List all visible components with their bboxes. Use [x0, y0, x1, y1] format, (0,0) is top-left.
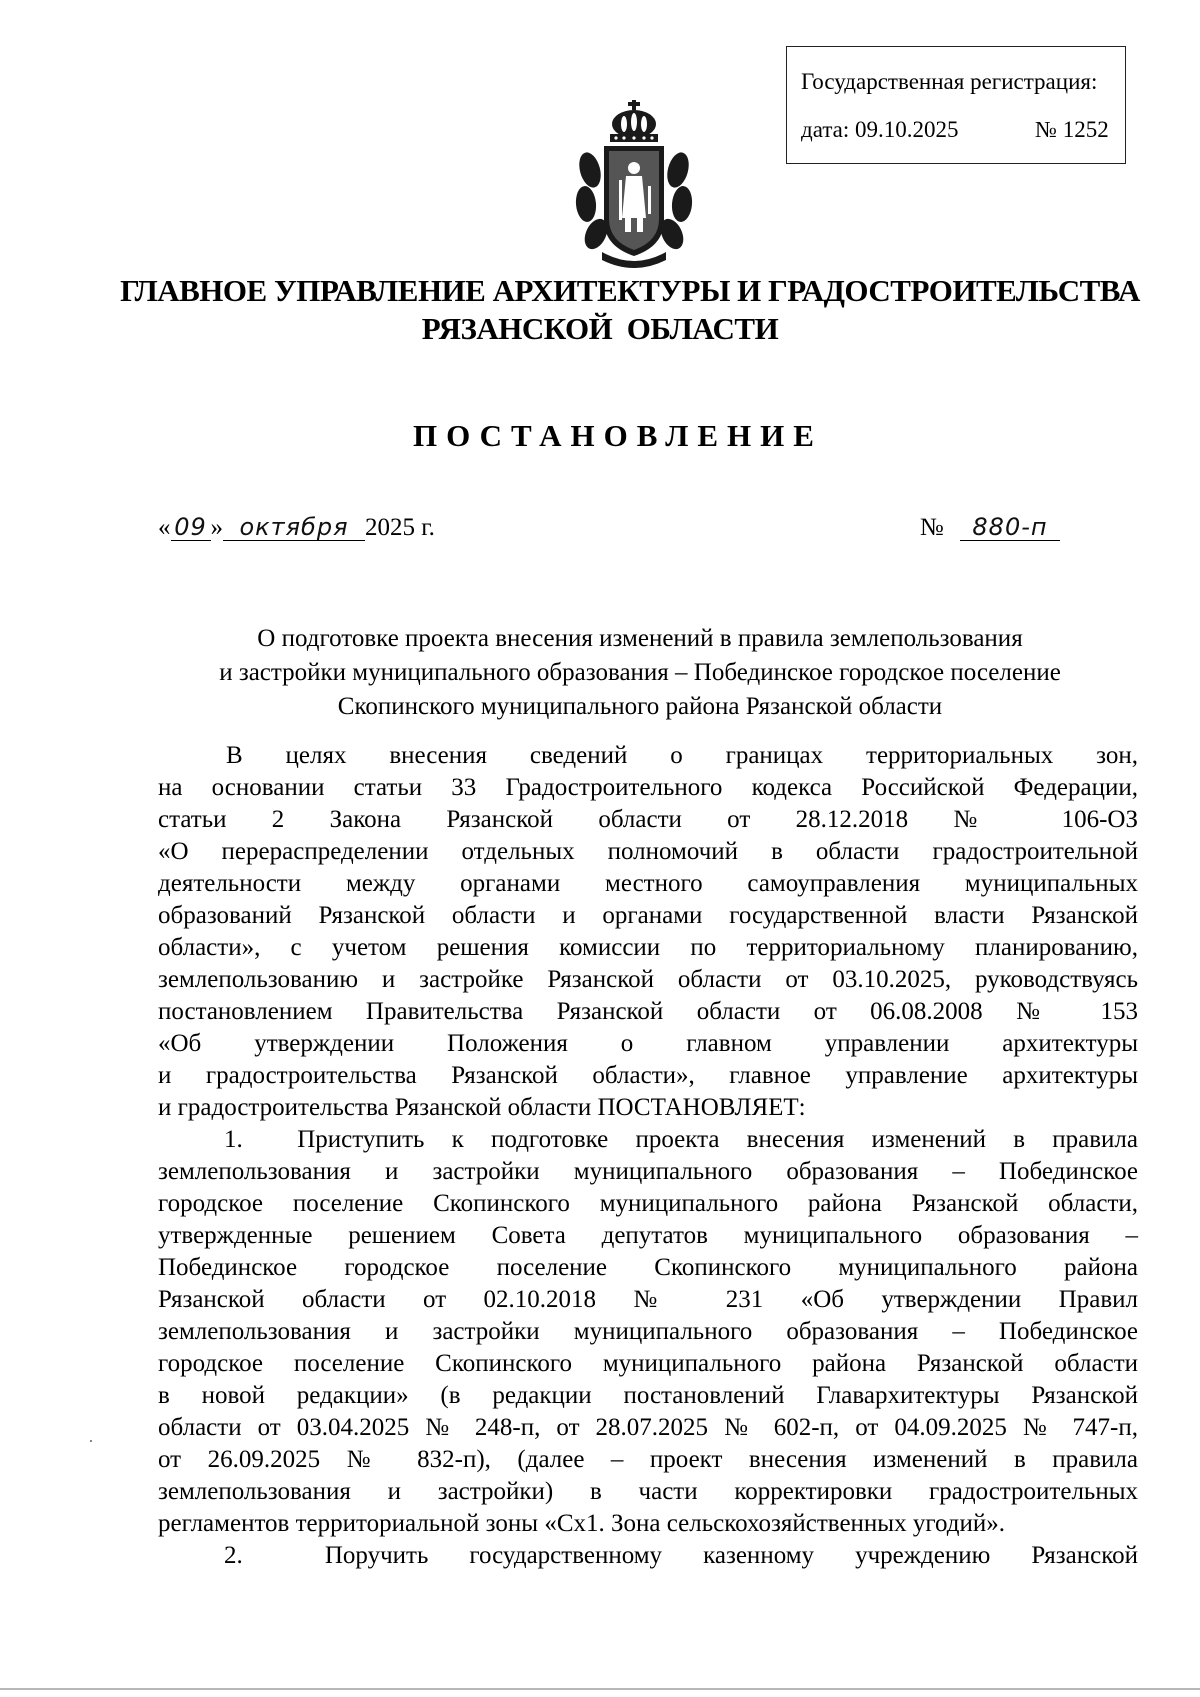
item-1-line: в новой редакции» (в редакции постановлений Главархитектуры Рязанской: [158, 1382, 1138, 1409]
open-quote: «: [158, 514, 171, 541]
item-1-line: городское поселение Скопинского муниципального района Рязанской области: [158, 1350, 1138, 1377]
handwritten-number: 880-п: [960, 514, 1060, 541]
handwritten-month: октября: [223, 514, 365, 541]
item-1-line: от 26.09.2025 № 832-п), (далее – проект внесения изменений в правила: [158, 1446, 1138, 1473]
organization-name: [0, 272, 1200, 348]
body-line: образований Рязанской области и органами государственной власти Рязанской: [158, 902, 1138, 929]
body-line: области», с учетом решения комиссии по территориальному планированию,: [158, 934, 1138, 961]
item-1-line: области от 03.04.2025 № 248-п, от 28.07.2025 № 602-п, от 04.09.2025 № 747-п,: [158, 1414, 1138, 1441]
item-2-line: 2. Поручить государственному казенному учреждению Рязанской: [224, 1542, 1138, 1569]
item-1-line: регламентов территориальной зоны «Сх1. Зона сельскохозяйственных угодий».: [158, 1510, 1005, 1537]
item-1-line: землепользования и застройки муниципального образования – Побединское: [158, 1158, 1138, 1185]
registration-title: Государственная регистрация:: [801, 69, 1098, 94]
resolution-number: [920, 514, 1060, 542]
body-line: постановлением Правительства Рязанской области от 06.08.2008 № 153: [158, 998, 1138, 1025]
item-1-line: Рязанской области от 02.10.2018 № 231 «Об утверждении Правил: [158, 1286, 1138, 1313]
body-line: на основании статьи 33 Градостроительного кодекса Российской Федерации,: [158, 774, 1138, 801]
body-line: деятельности между органами местного самоуправления муниципальных: [158, 870, 1138, 897]
body-line: статьи 2 Закона Рязанской области от 28.12.2018 № 106-ОЗ: [158, 806, 1138, 833]
ryazan-coat-of-arms-icon: [574, 100, 694, 268]
close-quote: »: [210, 514, 223, 541]
subject-line: Скопинского муниципального района Рязанской области: [337, 693, 943, 720]
body-line: и градостроительства Рязанской области», главное управление архитектуры: [158, 1062, 1138, 1089]
body-line: и градостроительства Рязанской области ПОСТАНОВЛЯЕТ:: [158, 1094, 806, 1121]
resolution-body: [158, 740, 1138, 1572]
date-year: 2025 г.: [365, 514, 435, 541]
handwritten-day: 09: [171, 514, 211, 541]
subject-line: и застройки муниципального образования – Побединское городское поселение: [219, 659, 1061, 686]
resolution-subject: [150, 622, 1130, 724]
page-edge-line: [0, 1688, 1200, 1690]
registration-number: № 1252: [1035, 117, 1109, 142]
item-1-line: Побединское городское поселение Скопинского муниципального района: [158, 1254, 1138, 1281]
number-label: №: [919, 514, 944, 541]
document-type-title: ПОСТАНОВЛЕНИЕ: [413, 418, 823, 453]
body-line: «Об утверждении Положения о главном управлении архитектуры: [158, 1030, 1138, 1057]
registration-stamp: [786, 46, 1126, 164]
registration-date: дата: 09.10.2025: [801, 117, 959, 142]
resolution-date: [158, 514, 435, 542]
item-1-line: городское поселение Скопинского муниципального района Рязанской области,: [158, 1190, 1138, 1217]
body-line: землепользованию и застройке Рязанской области от 03.10.2025, руководствуясь: [158, 966, 1138, 993]
item-1-line: 1. Приступить к подготовке проекта внесения изменений в правила: [224, 1126, 1138, 1153]
body-line: В целях внесения сведений о границах территориальных зон,: [226, 742, 1138, 769]
body-line: «О перераспределении отдельных полномочий в области градостроительной: [158, 838, 1138, 865]
scan-speck: [90, 1440, 92, 1442]
item-1-line: землепользования и застройки муниципального образования – Побединское: [158, 1318, 1138, 1345]
subject-line: О подготовке проекта внесения изменений в правила землепользования: [257, 625, 1023, 652]
organization-name-line1: ГЛАВНОЕ УПРАВЛЕНИЕ АРХИТЕКТУРЫ И ГРАДОСТРОИТЕЛЬСТВА: [120, 273, 1140, 308]
organization-name-line2: РЯЗАНСКОЙ ОБЛАСТИ: [421, 311, 779, 346]
item-1-line: землепользования и застройки) в части корректировки градостроительных: [158, 1478, 1138, 1505]
item-1-line: утвержденные решением Совета депутатов муниципального образования –: [158, 1222, 1138, 1249]
